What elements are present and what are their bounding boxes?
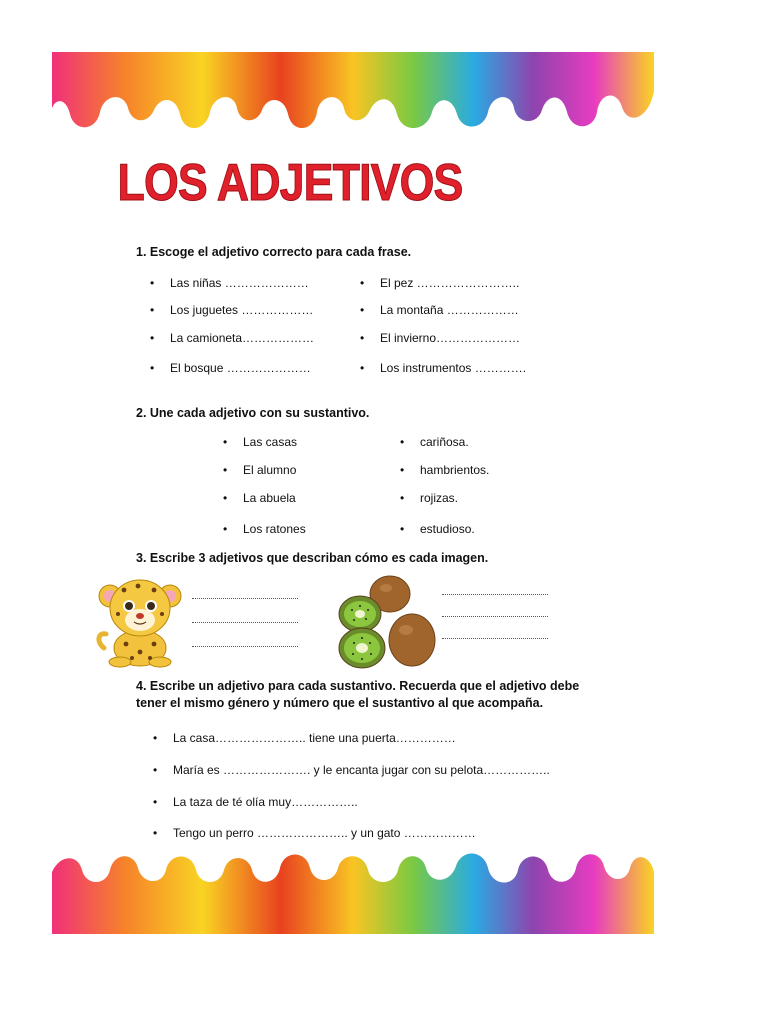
- section2-noun: • Las casas: [243, 435, 297, 449]
- section2-noun: • La abuela: [243, 491, 296, 505]
- section3-heading: 3. Escribe 3 adjetivos que describan cómo es cada imagen.: [136, 551, 489, 565]
- section2-noun: • El alumno: [243, 463, 296, 477]
- section2-heading: 2. Une cada adjetivo con su sustantivo.: [136, 406, 370, 420]
- answer-line[interactable]: [442, 638, 548, 639]
- section4-item: • Tengo un perro ………………….. y un gato ………………: [173, 826, 476, 840]
- worksheet-page: [52, 52, 654, 934]
- answer-line[interactable]: [442, 594, 548, 595]
- section2-adjective: • estudioso.: [420, 522, 475, 536]
- title-banner: [52, 148, 654, 228]
- answer-line[interactable]: [442, 616, 548, 617]
- section1-heading: 1. Escoge el adjetivo correcto para cada frase.: [136, 245, 412, 259]
- section2-adjective: • cariñosa.: [420, 435, 469, 449]
- section2-noun: • Los ratones: [243, 522, 306, 536]
- kiwi-fruit-image: [334, 570, 440, 674]
- leopard-cub-image: [94, 570, 186, 668]
- section1-item: • La montaña ………………: [380, 303, 519, 317]
- section4-heading-line2: tener el mismo género y número que el sustantivo al que acompaña.: [136, 696, 544, 710]
- section1-item: • El invierno…………………: [380, 331, 520, 345]
- answer-line[interactable]: [192, 598, 298, 599]
- rainbow-drip-band-top: [52, 52, 654, 142]
- section2-adjective: • hambrientos.: [420, 463, 489, 477]
- section4-heading-line1: 4. Escribe un adjetivo para cada sustantivo. Recuerda que el adjetivo debe: [136, 679, 580, 693]
- section1-item: • El pez ……………………..: [380, 276, 519, 290]
- section4-item: • María es …………………. y le encanta jugar con su pelota……………..: [173, 763, 550, 777]
- section4-item: • La casa………………….. tiene una puerta……………: [173, 731, 456, 745]
- section1-item: • Las niñas …………………: [170, 276, 309, 290]
- page-title: LOS ADJETIVOS: [117, 154, 463, 212]
- section1-item: • La camioneta………………: [170, 331, 314, 345]
- section1-item: • Los juguetes ………………: [170, 303, 313, 317]
- answer-line[interactable]: [192, 646, 298, 647]
- section1-item: • Los instrumentos ………….: [380, 361, 526, 375]
- section1-item: • El bosque …………………: [170, 361, 311, 375]
- answer-line[interactable]: [192, 622, 298, 623]
- rainbow-drip-band-bottom: [52, 842, 654, 934]
- section4-item: • La taza de té olía muy……………..: [173, 795, 358, 809]
- section2-adjective: • rojizas.: [420, 491, 458, 505]
